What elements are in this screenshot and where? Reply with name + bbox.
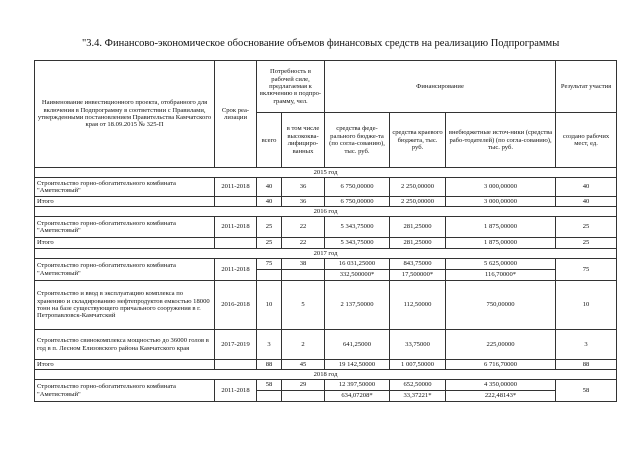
table-row	[35, 330, 617, 360]
header-need: Потребность в рабочей силе, предлагаемая к включению в подпро-грамму, чел.	[257, 61, 325, 113]
header-extra: внебюджетные источ-ники (средства рабо-тодателей) (по согла-сованию), тыс. руб.	[446, 113, 556, 168]
header-period: Срок реа-лизации	[215, 61, 257, 168]
jobs-created: 40	[556, 197, 617, 207]
need-total: 3	[257, 330, 282, 360]
header-need-total: всего	[257, 113, 282, 168]
project-period: 2011-2018	[215, 217, 257, 238]
year-row-2015	[35, 168, 617, 178]
header-fed: средства феде-рального бюдже-та (по согла-сованию), тыс. руб.	[325, 113, 390, 168]
project-period: 2011-2018	[215, 178, 257, 197]
regional-funds: 2 250,00000	[390, 197, 446, 207]
fed-funds: 5 343,75000	[325, 238, 390, 249]
extra-funds: 1 875,00000	[446, 217, 556, 238]
header-name: Наименование инвестиционного проекта, отобранного для включения в Подпрограмму в соответствии с Правилами, утвержденными постановлением Правительства Камчатского края от 18.09.2015 № 325-П	[35, 61, 215, 168]
project-name: Строительство горно-обогатительного комбината "Аметистовый"	[35, 259, 215, 281]
section-title: "3.4. Финансово-экономическое обоснование объемов финансовых средств на реализацию Подпрограммы	[82, 38, 560, 49]
regional-funds-extra: 33,37221*	[390, 391, 446, 402]
fed-funds: 12 397,50000	[325, 380, 390, 391]
jobs-created: 10	[556, 281, 617, 330]
year-label: 2018 год	[35, 370, 617, 380]
need-total: 88	[257, 360, 282, 370]
need-total: 10	[257, 281, 282, 330]
project-name: Строительство и ввод в эксплуатацию комплекса по хранению и складированию нефтепродуктов емкостью 18000 тонн на базе существующего причального сооружения в г. Петропавловск-Камчатский	[35, 281, 215, 330]
year-row-2017	[35, 249, 617, 259]
need-total: 40	[257, 178, 282, 197]
year-label: 2017 год	[35, 249, 617, 259]
need-hq: 38	[282, 259, 325, 270]
extra-funds-extra: 116,70000*	[446, 270, 556, 281]
total-label: Итого	[35, 238, 215, 249]
table-row	[35, 281, 617, 330]
total-label: Итого	[35, 360, 215, 370]
need-total: 25	[257, 238, 282, 249]
total-row	[35, 197, 617, 207]
project-name: Строительство горно-обогатительного комбината "Аметистовый"	[35, 380, 215, 402]
year-label: 2016 год	[35, 207, 617, 217]
regional-funds-extra: 17,500000*	[390, 270, 446, 281]
project-period: 2011-2018	[215, 259, 257, 281]
jobs-created: 40	[556, 178, 617, 197]
project-name: Строительство свинокомплекса мощностью до 36000 голов в год в п. Лесном Елизовского района Камчатского края	[35, 330, 215, 360]
project-period: 2017-2019	[215, 330, 257, 360]
fed-funds-extra: 332,500000*	[325, 270, 390, 281]
fed-funds: 6 750,00000	[325, 178, 390, 197]
regional-funds: 843,75000	[390, 259, 446, 270]
extra-funds: 6 716,70000	[446, 360, 556, 370]
header-need-hq: в том числе высококва-лифициро-ванных	[282, 113, 325, 168]
need-hq: 29	[282, 380, 325, 391]
need-hq: 36	[282, 197, 325, 207]
header-created: создано рабочих мест, ед.	[556, 113, 617, 168]
extra-funds: 3 000,00000	[446, 197, 556, 207]
regional-funds: 652,50000	[390, 380, 446, 391]
header-regional: средства краевого бюджета, тыс. руб.	[390, 113, 446, 168]
need-total: 40	[257, 197, 282, 207]
need-hq: 22	[282, 217, 325, 238]
fed-funds: 19 142,50000	[325, 360, 390, 370]
jobs-created: 58	[556, 380, 617, 402]
table-row	[35, 217, 617, 238]
fed-funds: 2 137,50000	[325, 281, 390, 330]
jobs-created: 88	[556, 360, 617, 370]
need-hq: 5	[282, 281, 325, 330]
extra-funds: 1 875,00000	[446, 238, 556, 249]
fed-funds-extra: 634,07208*	[325, 391, 390, 402]
regional-funds: 33,75000	[390, 330, 446, 360]
financing-table	[34, 60, 617, 402]
total-row	[35, 360, 617, 370]
year-label: 2015 год	[35, 168, 617, 178]
regional-funds: 281,25000	[390, 238, 446, 249]
extra-funds: 750,00000	[446, 281, 556, 330]
table-row	[35, 380, 617, 391]
project-period: 2011-2018	[215, 380, 257, 402]
jobs-created: 3	[556, 330, 617, 360]
header-result: Результат участия	[556, 61, 617, 113]
jobs-created: 25	[556, 217, 617, 238]
regional-funds: 281,25000	[390, 217, 446, 238]
need-hq: 36	[282, 178, 325, 197]
header-financing: Финансирование	[325, 61, 556, 113]
need-total: 75	[257, 259, 282, 270]
table-row	[35, 178, 617, 197]
need-total: 25	[257, 217, 282, 238]
total-row	[35, 238, 617, 249]
year-row-2016	[35, 207, 617, 217]
jobs-created: 25	[556, 238, 617, 249]
header-row-1	[35, 61, 617, 113]
year-row-2018	[35, 370, 617, 380]
need-hq: 22	[282, 238, 325, 249]
extra-funds: 225,00000	[446, 330, 556, 360]
jobs-created: 75	[556, 259, 617, 281]
fed-funds: 5 343,75000	[325, 217, 390, 238]
fed-funds: 6 750,00000	[325, 197, 390, 207]
need-total: 58	[257, 380, 282, 391]
fed-funds: 16 031,25000	[325, 259, 390, 270]
regional-funds: 1 007,50000	[390, 360, 446, 370]
project-name: Строительство горно-обогатительного комбината "Аметистовый"	[35, 178, 215, 197]
need-hq: 45	[282, 360, 325, 370]
regional-funds: 2 250,00000	[390, 178, 446, 197]
extra-funds-extra: 222,48143*	[446, 391, 556, 402]
need-hq: 2	[282, 330, 325, 360]
extra-funds: 3 000,00000	[446, 178, 556, 197]
fed-funds: 641,25000	[325, 330, 390, 360]
total-label: Итого	[35, 197, 215, 207]
project-name: Строительство горно-обогатительного комбината "Аметистовый"	[35, 217, 215, 238]
extra-funds: 5 625,00000	[446, 259, 556, 270]
project-period: 2016-2018	[215, 281, 257, 330]
extra-funds: 4 350,00000	[446, 380, 556, 391]
regional-funds: 112,50000	[390, 281, 446, 330]
table-row	[35, 259, 617, 270]
